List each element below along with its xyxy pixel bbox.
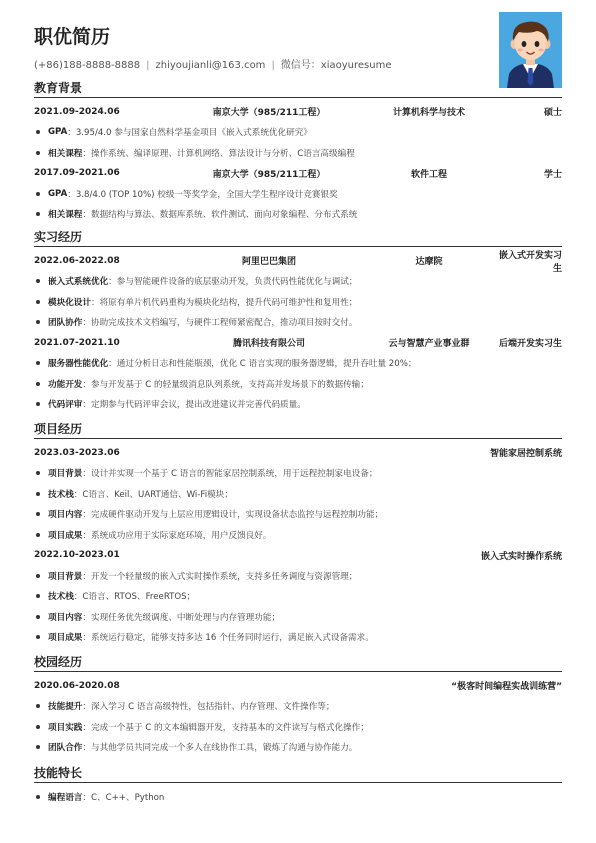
bullet-dot bbox=[36, 279, 40, 283]
list-item bbox=[34, 394, 562, 415]
bullet-dot bbox=[36, 704, 40, 708]
email-address: zhiyoujianli@163.com bbox=[155, 60, 266, 71]
list-item bbox=[34, 142, 562, 163]
section-divider bbox=[34, 438, 562, 439]
bullet-dot bbox=[36, 130, 40, 134]
bullet-dot bbox=[36, 402, 40, 406]
item-text: ：深入学习 C 语言高级特性，包括指针、内存管理、文件操作等； bbox=[82, 702, 335, 713]
major: 软件工程 bbox=[410, 169, 447, 180]
item-text: ：定期参与代码评审会议，提出改进建议并完善代码质量。 bbox=[82, 400, 306, 411]
section-divider bbox=[34, 782, 562, 783]
entry-date: 2021.07-2021.10 bbox=[34, 337, 120, 348]
activity-name: “极客时间编程实战训练营” bbox=[451, 682, 562, 693]
resume-name: 职优简历 bbox=[34, 26, 111, 48]
item-text: ：数据结构与算法、数据库系统、软件测试、面向对象编程、分布式系统 bbox=[82, 210, 358, 221]
item-text: ：完成一个基于 C 的文本编辑器开发，支持基本的文件读写与格式化操作； bbox=[82, 722, 369, 733]
list-item bbox=[34, 627, 562, 648]
section-title: 教育背景 bbox=[34, 81, 83, 95]
list-item bbox=[34, 373, 562, 394]
list-item bbox=[34, 312, 562, 333]
entry-date: 2020.06-2020.08 bbox=[34, 680, 120, 691]
list-item bbox=[34, 786, 562, 807]
entry-date: 2021.09-2024.06 bbox=[34, 106, 120, 117]
avatar bbox=[499, 12, 562, 88]
entry-date: 2022.10-2023.01 bbox=[34, 550, 120, 561]
item-text: ：C语言、Keil、UART通信、Wi-Fi模块； bbox=[73, 489, 233, 500]
bullet-dot bbox=[36, 361, 40, 365]
item-label: 技术栈 bbox=[48, 592, 74, 603]
list-item bbox=[34, 696, 562, 717]
degree: 硕士 bbox=[543, 108, 562, 119]
job-role: 嵌入式开发实习生 bbox=[499, 250, 563, 274]
company-name: 阿里巴巴集团 bbox=[241, 257, 296, 268]
item-text: ：将原有单片机代码重构为模块化结构，提升代码可维护性和复用性； bbox=[90, 297, 358, 308]
bullet-dot bbox=[36, 471, 40, 475]
item-label: 项目内容 bbox=[48, 612, 83, 623]
item-text: ：开发一个轻量级的嵌入式实时操作系统，支持多任务调度与资源管理； bbox=[82, 571, 358, 582]
item-text: ：参与智能硬件设备的底层驱动开发，负责代码性能优化与调试； bbox=[108, 277, 358, 288]
list-item bbox=[34, 463, 562, 484]
list-item bbox=[34, 183, 562, 204]
projects-section bbox=[34, 421, 562, 647]
list-item bbox=[34, 606, 562, 627]
education-entry-header bbox=[34, 163, 562, 184]
project-name: 嵌入式实时操作系统 bbox=[480, 551, 562, 562]
bullet-dot bbox=[36, 382, 40, 386]
item-text: ：设计并实现一个基于 C 语言的智能家居控制系统，用于远程控制家电设备； bbox=[82, 469, 378, 480]
item-label: 团队协作 bbox=[48, 318, 83, 329]
bullet-dot bbox=[36, 594, 40, 598]
campus-section bbox=[34, 654, 562, 757]
item-text: ：操作系统、编译原理、计算机网络、算法设计与分析、C语言高级编程 bbox=[82, 148, 355, 159]
project-name: 智能家居控制系统 bbox=[489, 449, 562, 460]
section-title: 实习经历 bbox=[34, 230, 83, 244]
item-label: 技能提升 bbox=[48, 702, 83, 713]
school-name: 南京大学（985/211工程） bbox=[212, 108, 326, 119]
item-label: 嵌入式系统优化 bbox=[48, 277, 109, 288]
item-label: 项目背景 bbox=[48, 469, 83, 480]
list-item bbox=[34, 524, 562, 545]
section-divider bbox=[34, 246, 562, 247]
school-name: 南京大学（985/211工程） bbox=[212, 169, 326, 180]
item-text: ：完成硬件驱动开发与上层应用逻辑设计，实现设备状态监控与远程控制功能； bbox=[82, 510, 384, 521]
bullet-dot bbox=[36, 192, 40, 196]
list-item bbox=[34, 565, 562, 586]
bullet-dot bbox=[36, 725, 40, 729]
item-text: ：参与开发基于 C 的轻量级消息队列系统，支持高并发场景下的数据传输； bbox=[82, 379, 369, 390]
item-text: ：协助完成技术文档编写，与硬件工程师紧密配合，推动项目按时交付。 bbox=[82, 318, 358, 329]
list-item bbox=[34, 271, 562, 292]
item-text: ：通过分析日志和性能瓶颈，优化 C 语言实现的服务器逻辑，提升吞吐量 20%； bbox=[108, 359, 417, 370]
bullet-dot bbox=[36, 533, 40, 537]
list-item bbox=[34, 504, 562, 525]
project-entry-header bbox=[34, 545, 562, 566]
degree: 学士 bbox=[543, 169, 562, 180]
item-label: 功能开发 bbox=[48, 379, 83, 390]
bullet-dot bbox=[36, 745, 40, 749]
internship-section bbox=[34, 229, 562, 414]
list-item bbox=[34, 204, 562, 225]
item-label: 相关课程 bbox=[48, 148, 83, 159]
item-text: ：C、C++、Python bbox=[82, 792, 165, 803]
department: 达摩院 bbox=[415, 257, 443, 268]
list-item bbox=[34, 483, 562, 504]
education-section bbox=[34, 80, 562, 224]
item-label: 模块化设计 bbox=[48, 297, 91, 308]
item-text: ：3.95/4.0 参与国家自然科学基金项目《嵌入式系统优化研究》 bbox=[67, 128, 312, 139]
list-item bbox=[34, 122, 562, 143]
list-item bbox=[34, 737, 562, 758]
entry-date: 2017.09-2021.06 bbox=[34, 168, 120, 179]
list-item bbox=[34, 353, 562, 374]
item-text: ：3.8/4.0 (TOP 10%) 校级一等奖学金，全国大学生程序设计竞赛银奖 bbox=[67, 189, 338, 200]
contact-separator: | bbox=[271, 60, 275, 71]
item-label: GPA bbox=[48, 188, 68, 199]
skills-section bbox=[34, 765, 562, 807]
bullet-dot bbox=[36, 574, 40, 578]
item-label: 项目实践 bbox=[48, 722, 83, 733]
item-text: ：系统成功应用于实际家庭环境，用户反馈良好。 bbox=[82, 530, 272, 541]
item-text: ：与其他学员共同完成一个多人在线协作工具，锻炼了沟通与协作能力。 bbox=[82, 743, 358, 754]
item-label: 服务器性能优化 bbox=[48, 359, 109, 370]
item-label: 技术栈 bbox=[48, 489, 74, 500]
wechat-id: 微信号：xiaoyuresume bbox=[280, 60, 392, 71]
list-item bbox=[34, 586, 562, 607]
bullet-dot bbox=[36, 320, 40, 324]
bullet-dot bbox=[36, 512, 40, 516]
item-label: 相关课程 bbox=[48, 210, 83, 221]
section-title: 项目经历 bbox=[34, 422, 83, 436]
item-label: 项目成果 bbox=[48, 633, 83, 644]
campus-entry-header bbox=[34, 675, 562, 696]
item-label: 项目成果 bbox=[48, 530, 83, 541]
item-label: GPA bbox=[48, 127, 68, 138]
internship-entry-header bbox=[34, 332, 562, 353]
department: 云与智慧产业事业群 bbox=[388, 339, 470, 350]
item-label: 代码评审 bbox=[48, 400, 83, 411]
item-text: ：系统运行稳定，能够支持多达 16 个任务同时运行，满足嵌入式设备需求。 bbox=[82, 633, 374, 644]
company-name: 腾讯科技有限公司 bbox=[232, 339, 305, 350]
item-label: 项目内容 bbox=[48, 510, 83, 521]
list-item bbox=[34, 716, 562, 737]
bullet-dot bbox=[36, 795, 40, 799]
bullet-dot bbox=[36, 615, 40, 619]
bullet-dot bbox=[36, 151, 40, 155]
bullet-dot bbox=[36, 300, 40, 304]
contact-separator: | bbox=[146, 60, 150, 71]
section-title: 校园经历 bbox=[34, 655, 83, 669]
item-text: ：实现任务优先级调度、中断处理与内存管理功能； bbox=[82, 612, 281, 623]
avatar-illustration bbox=[499, 12, 562, 88]
project-entry-header bbox=[34, 442, 562, 463]
job-role: 后端开发实习生 bbox=[499, 339, 563, 350]
section-title: 技能特长 bbox=[34, 766, 83, 780]
section-divider bbox=[34, 671, 562, 672]
item-label: 项目背景 bbox=[48, 571, 83, 582]
education-entry-header bbox=[34, 101, 562, 122]
bullet-dot bbox=[36, 492, 40, 496]
item-label: 编程语言 bbox=[48, 792, 83, 803]
item-label: 团队合作 bbox=[48, 743, 83, 754]
item-text: ：C语言、RTOS、FreeRTOS； bbox=[73, 592, 196, 603]
bullet-dot bbox=[36, 635, 40, 639]
list-item bbox=[34, 291, 562, 312]
internship-entry-header bbox=[34, 250, 563, 274]
entry-date: 2023.03-2023.06 bbox=[34, 447, 120, 458]
entry-date: 2022.06-2022.08 bbox=[34, 255, 120, 266]
section-divider bbox=[34, 97, 562, 98]
bullet-dot bbox=[36, 212, 40, 216]
phone-number: (+86)188-8888-8888 bbox=[34, 60, 141, 71]
major: 计算机科学与技术 bbox=[392, 108, 465, 119]
contact-line bbox=[34, 56, 392, 71]
